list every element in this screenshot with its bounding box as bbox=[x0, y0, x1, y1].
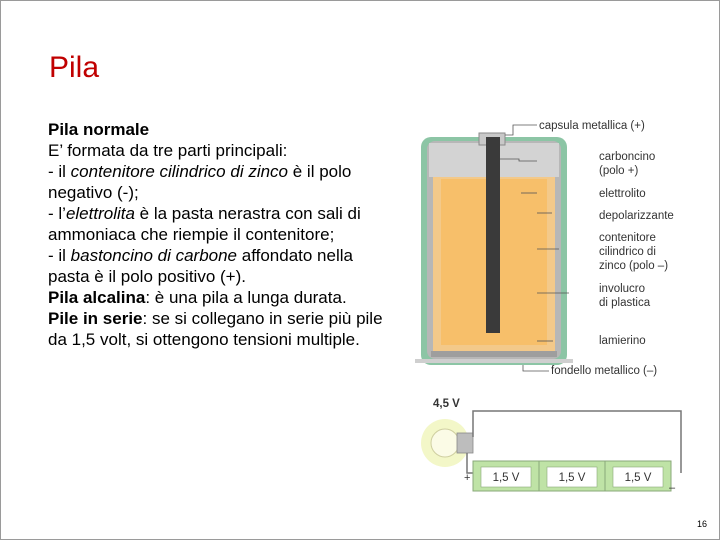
label-contenitore-1: contenitore bbox=[599, 232, 656, 244]
page-number: 16 bbox=[696, 519, 707, 529]
bottom-plate bbox=[431, 351, 557, 357]
label-contenitore-2: cilindrico di bbox=[599, 246, 656, 258]
label-carbon-1: carboncino bbox=[599, 151, 656, 163]
label-lamierino: lamierino bbox=[599, 335, 646, 347]
bullet-contenitore: - il contenitore cilindrico di zinco è il polo negativo (-); bbox=[48, 162, 352, 202]
lower-wire bbox=[467, 453, 473, 473]
pila-alcalina-line: Pila alcalina: è una pila a lunga durata. bbox=[48, 288, 347, 307]
slide-title: Pila bbox=[49, 51, 100, 84]
total-voltage-label: 4,5 V bbox=[433, 398, 460, 410]
label-capsula: capsula metallica (+) bbox=[539, 120, 645, 132]
cell-1-voltage: 1,5 V bbox=[492, 472, 520, 484]
bulb-icon bbox=[431, 429, 459, 457]
bulb-socket bbox=[457, 433, 473, 453]
plus-sign: + bbox=[464, 472, 471, 484]
battery-illustration bbox=[411, 111, 711, 501]
pile-in-serie-line: Pile in serie: se si collegano in serie più pile da 1,5 volt, si ottengono tensioni multiple. bbox=[48, 309, 383, 349]
label-fondello: fondello metallico (–) bbox=[551, 365, 658, 377]
label-depolarizzante: depolarizzante bbox=[599, 210, 674, 222]
label-carbon-2: (polo +) bbox=[599, 165, 639, 177]
intro-line: E’ formata da tre parti principali: bbox=[48, 141, 288, 160]
label-involucro-1: involucro bbox=[599, 283, 646, 295]
bullet-elettrolita: - l’elettrolita è la pasta nerastra con sali di ammoniaca che riempie il contenitore; bbox=[48, 204, 361, 244]
cell-2-voltage: 1,5 V bbox=[558, 472, 586, 484]
body-text bbox=[48, 119, 398, 350]
carbon-rod bbox=[486, 137, 500, 333]
label-involucro-2: di plastica bbox=[599, 297, 651, 309]
series-circuit bbox=[421, 398, 681, 494]
battery-figure bbox=[411, 111, 711, 501]
bullet-bastoncino: - il bastoncino di carbone affondato nella pasta è il polo positivo (+). bbox=[48, 246, 353, 286]
heading-pila-normale: Pila normale bbox=[48, 120, 150, 139]
bottom-base bbox=[415, 359, 573, 363]
label-elettrolito: elettrolito bbox=[599, 188, 646, 200]
minus-sign: – bbox=[669, 482, 676, 494]
cell-3-voltage: 1,5 V bbox=[624, 472, 652, 484]
label-contenitore-3: zinco (polo –) bbox=[599, 260, 669, 272]
